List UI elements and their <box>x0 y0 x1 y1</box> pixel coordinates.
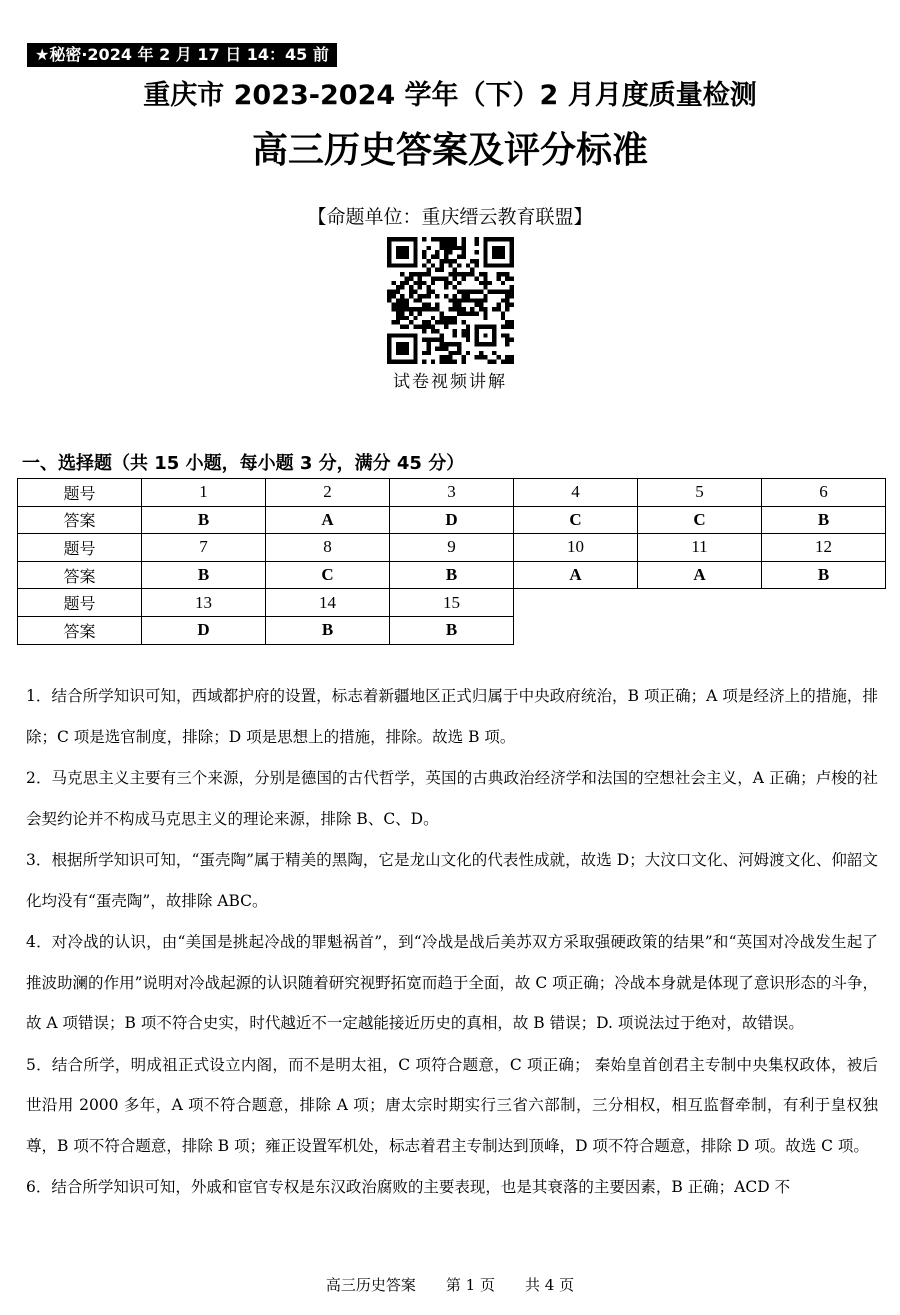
answer-cell: C <box>514 506 638 534</box>
question-number: 7 <box>142 534 266 562</box>
answer-cell: B <box>390 561 514 589</box>
answer-cell: B <box>762 561 886 589</box>
confidential-badge: ★秘密·2024 年 2 月 17 日 14：45 前 <box>27 43 337 67</box>
row-label: 答案 <box>18 561 142 589</box>
row-label: 题号 <box>18 479 142 507</box>
question-number: 2 <box>266 479 390 507</box>
answer-cell: B <box>390 616 514 644</box>
row-label: 答案 <box>18 616 142 644</box>
answer-cell: C <box>266 561 390 589</box>
qr-code-icon[interactable] <box>387 237 514 364</box>
answer-cell: D <box>390 506 514 534</box>
section-heading: 一、选择题（共 15 小题，每小题 3 分，满分 45 分） <box>22 453 465 474</box>
explanation-paragraph: 6．结合所学知识可知，外戚和宦官专权是东汉政治腐败的主要表现，也是其衰落的主要因素，B 正确；ACD 不 <box>26 1178 791 1196</box>
question-number: 15 <box>390 589 514 617</box>
answer-cell: B <box>762 506 886 534</box>
row-label: 题号 <box>18 534 142 562</box>
issuing-unit: 【命题单位：重庆缙云教育联盟】 <box>307 206 593 228</box>
answer-cell: A <box>514 561 638 589</box>
answer-cell: B <box>142 561 266 589</box>
page-footer: 高三历史答案 第 1 页 共 4 页 <box>325 1276 575 1294</box>
question-number: 3 <box>390 479 514 507</box>
explanation-paragraph: 4．对冷战的认识，由“美国是挑起冷战的罪魁祸首”，到“冷战是战后美苏双方采取强硬政策的结果”和“英国对冷战发生起了推波助澜的作用”说明对冷战起源的认识随着研究视野拓宽而趋于全面，故 C 项正确；冷战本身就是体现了意识形态的斗争，故 A 项错误；B 项不符合史实，时代越近不一定越能接近历史的真相，故 B 错误；D. 项说法过于绝对，故错误。 <box>26 933 878 1032</box>
question-number: 13 <box>142 589 266 617</box>
table-row <box>18 561 886 589</box>
table-row <box>18 506 886 534</box>
answer-cell: A <box>638 561 762 589</box>
question-number: 10 <box>514 534 638 562</box>
explanation-paragraph: 2．马克思主义主要有三个来源，分别是德国的古代哲学，英国的古典政治经济学和法国的空想社会主义，A 正确；卢梭的社会契约论并不构成马克思主义的理论来源，排除 B、C、D。 <box>26 769 878 828</box>
question-number: 6 <box>762 479 886 507</box>
explanation-paragraph: 3．根据所学知识可知，“蛋壳陶”属于精美的黑陶，它是龙山文化的代表性成就，故选 D；大汶口文化、河姆渡文化、仰韶文化均没有“蛋壳陶”，故排除 ABC。 <box>26 851 878 910</box>
answer-cell: A <box>266 506 390 534</box>
table-row <box>18 479 886 507</box>
row-label: 答案 <box>18 506 142 534</box>
empty-cell <box>762 616 886 644</box>
empty-cell <box>638 616 762 644</box>
table-row <box>18 589 886 617</box>
qr-caption: 试卷视频讲解 <box>393 372 507 392</box>
question-number: 5 <box>638 479 762 507</box>
explanations <box>26 676 878 1209</box>
question-number: 9 <box>390 534 514 562</box>
table-row <box>18 616 886 644</box>
row-label: 题号 <box>18 589 142 617</box>
question-number: 11 <box>638 534 762 562</box>
question-number: 8 <box>266 534 390 562</box>
table-row <box>18 534 886 562</box>
question-number: 14 <box>266 589 390 617</box>
answer-table <box>17 478 886 645</box>
explanation-paragraph: 5．结合所学，明成祖正式设立内阁，而不是明太祖，C 项符合题意，C 项正确； 秦始皇首创君主专制中央集权政体，被后世沿用 2000 多年，A 项不符合题意，排除 A 项；唐太宗时期实行三省六部制，三分相权，相互监督牵制，有利于皇权独尊，B 项不符合题意，排除 B 项；雍正设置军机处，标志着君主专制达到顶峰，D 项不符合题意，排除 D 项。故选 C 项。 <box>26 1055 878 1155</box>
answer-cell: B <box>142 506 266 534</box>
empty-cell <box>514 589 638 617</box>
answer-cell: D <box>142 616 266 644</box>
empty-cell <box>638 589 762 617</box>
document-title: 高三历史答案及评分标准 <box>251 130 648 171</box>
exam-title: 重庆市 2023-2024 学年（下）2 月月度质量检测 <box>143 80 757 111</box>
explanation-paragraph: 1．结合所学知识可知，西域都护府的设置，标志着新疆地区正式归属于中央政府统治，B 项正确；A 项是经济上的措施，排除；C 项是选官制度，排除；D 项是思想上的措施，排除。故选 B 项。 <box>26 687 878 746</box>
empty-cell <box>514 616 638 644</box>
empty-cell <box>762 589 886 617</box>
question-number: 1 <box>142 479 266 507</box>
question-number: 4 <box>514 479 638 507</box>
answer-cell: C <box>638 506 762 534</box>
question-number: 12 <box>762 534 886 562</box>
answer-cell: B <box>266 616 390 644</box>
